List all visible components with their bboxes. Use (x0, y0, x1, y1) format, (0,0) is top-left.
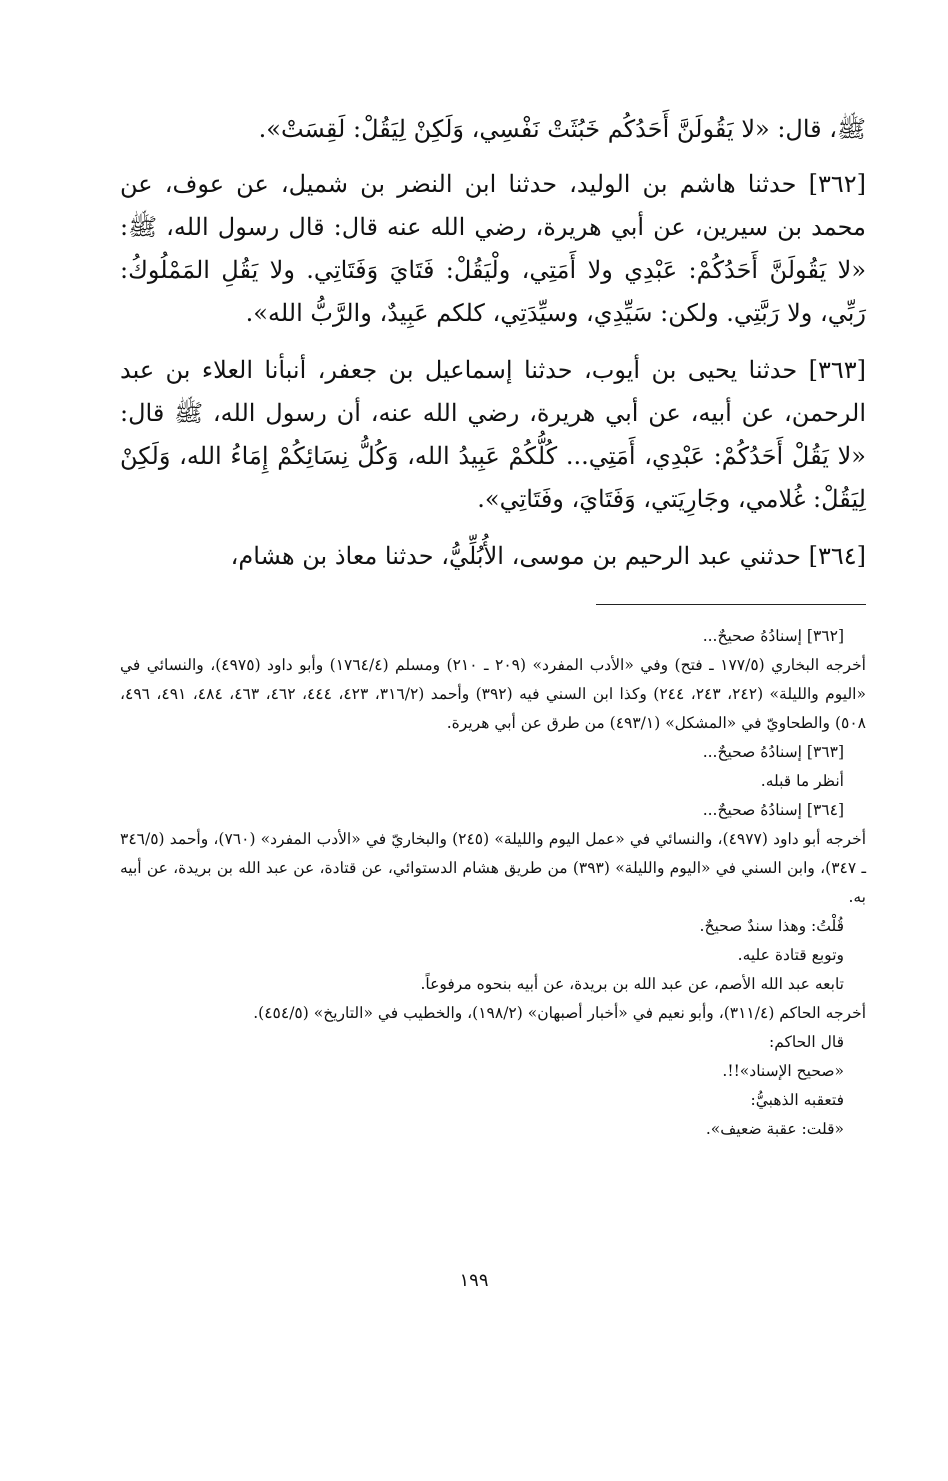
footnote-363-heading: [٣٦٣] إسنادُهُ صحيحٌ... (702, 743, 844, 761)
hadith-364: [٣٦٤] حدثني عبد الرحيم بن موسى، الأُبُلِّيُّ، حدثنا معاذ بن هشام، (230, 542, 866, 570)
footnote-364-hakim-quote: «صحيح الإسناد»!!. (722, 1062, 844, 1080)
footnote-364-hakim: قال الحاكم: (769, 1033, 844, 1051)
footnote-364-body: أخرجه أبو داود (٤٩٧٧)، والنسائي في «عمل اليوم والليلة» (٢٤٥) والبخاريّ في «الأدب المفرد» (٧٦٠)، وأحمد (٣٤٦/٥ ـ ٣٤٧)، وابن السني في «اليوم والليلة» (٣٩٣) من طريق هشام الدستوائي، عن قتادة، عن عبد الله بن بريدة، عن أبيه به. (120, 830, 866, 906)
footnote-364-sources: أخرجه الحاكم (٣١١/٤)، وأبو نعيم في «أخبار أصبهان» (١٩٨/٢)، والخطيب في «التاريخ» (٤٥٤/٥). (253, 1004, 866, 1022)
footnote-364-dhahabi: فتعقبه الذهبيُّ: (750, 1091, 844, 1109)
footnote-divider (596, 604, 866, 605)
footnote-364-comment: قُلْتُ: وهذا سندٌ صحيحٌ. (699, 917, 844, 935)
footnote-364-heading: [٣٦٤] إسنادُهُ صحيحٌ... (702, 801, 844, 819)
footnotes (120, 622, 866, 1144)
footnote-362-heading: [٣٦٢] إسنادُهُ صحيحٌ... (702, 627, 844, 645)
footnote-364-dhahabi-quote: «قلت: عقبة ضعيف». (705, 1120, 844, 1138)
page-number: ١٩٩ (459, 1270, 489, 1291)
footnote-362-body: أخرجه البخاري (١٧٧/٥ ـ فتح) وفي «الأدب المفرد» (٢٠٩ ـ ٢١٠) ومسلم (١٧٦٤/٤) وأبو داود (٤٩٧٥)، والنسائي في «اليوم والليلة» (٢٤٢، ٢٤٣، ٢٤٤) وكذا ابن السني فيه (٣٩٢) وأحمد (٣١٦/٢، ٤٢٣، ٤٤٤، ٤٦٢، ٤٦٣، ٤٨٤، ٤٩١، ٤٩٦، ٥٠٨) والطحاويّ في «المشكل» (٤٩٣/١) من طرق عن أبي هريرة. (120, 656, 866, 732)
footnote-364-follow: وتوبع قتادة عليه. (737, 946, 844, 964)
main-text (120, 108, 866, 592)
footnote-363-body: أنظر ما قبله. (760, 772, 844, 790)
hadith-362: [٣٦٢] حدثنا هاشم بن الوليد، حدثنا ابن النضر بن شميل، عن عوف، عن محمد بن سيرين، عن أبي هريرة، رضي الله عنه قال: قال رسول الله، ﷺ: «لا يَقُولَنَّ أَحَدُكُمْ: عَبْدِي ولا أَمَتِي، ولْيَقُلْ: فَتَايَ وَفَتَاتِي. ولا يَقُلِ المَمْلُوكُ: رَبِّي، ولا رَبَّتِي. ولكن: سَيِّدِي، وسيِّدَتِي، كلكم عَبِيدٌ، والرَّبُّ الله». (120, 170, 866, 327)
footnote-364-corroboration: تابعه عبد الله الأصم، عن عبد الله بن بريدة، عن أبيه بنحوه مرفوعاً. (420, 975, 844, 993)
hadith-363: [٣٦٣] حدثنا يحيى بن أيوب، حدثنا إسماعيل بن جعفر، أنبأنا العلاء بن عبد الرحمن، عن أبيه، عن أبي هريرة، رضي الله عنه، أن رسول الله، ﷺ قال: «لا يَقُلْ أَحَدُكُمْ: عَبْدِي، أَمَتِي... كُلُّكُمْ عَبِيدُ الله، وَكُلُّ نِسَائِكُمْ إِمَاءُ الله، وَلَكِنْ لِيَقُلْ: غُلامي، وجَارِيَتي، وَفَتَايَ، وفَتَاتِي». (120, 356, 867, 513)
hadith-continuation: ﷺ، قال: «لا يَقُولَنَّ أَحَدُكُم خَبُثَتْ نَفْسِي، وَلَكِنْ لِيَقُلْ: لَقِسَتْ». (258, 115, 866, 143)
